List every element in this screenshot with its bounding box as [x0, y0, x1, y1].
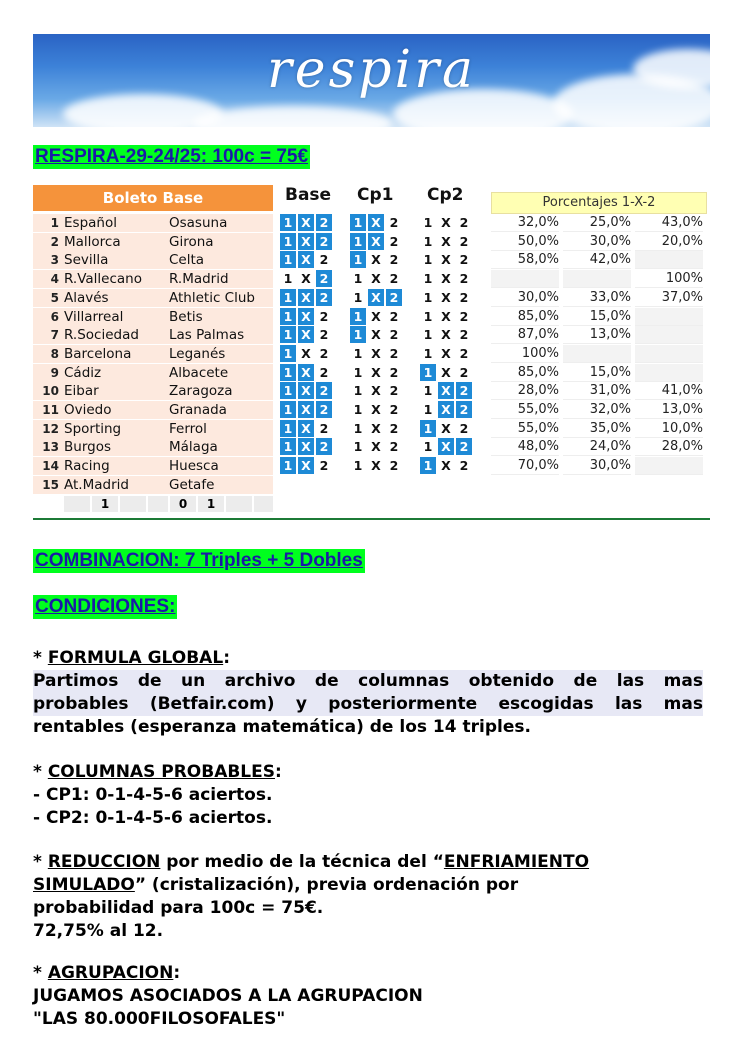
- cp2-sign-2: 2: [459, 458, 469, 474]
- cp2-sign-1: 1: [423, 327, 433, 343]
- away-team: Osasuna: [169, 215, 228, 231]
- base-sign-1: 1: [280, 438, 296, 455]
- cp2-sign-1: 1: [423, 233, 433, 249]
- cp2-sign-1: 1: [423, 271, 433, 287]
- cp2-sign-x: X: [441, 252, 451, 268]
- col-head-cp1: Cp1: [357, 185, 394, 205]
- percentage-2: [635, 251, 703, 269]
- reduccion-em: ENFRIAMIENTO: [443, 852, 590, 872]
- base-sign-x: X: [298, 233, 314, 250]
- percentage-x: 24,0%: [563, 438, 631, 456]
- match-number: 1: [50, 216, 59, 230]
- cp2-sign-2: 2: [459, 420, 469, 436]
- percentage-1: [491, 270, 559, 288]
- base-sign-x: X: [298, 214, 314, 231]
- cp2-sign-2: 2: [459, 289, 469, 305]
- away-team: Albacete: [169, 364, 229, 381]
- cp1-sign-1: 1: [353, 271, 363, 287]
- percentage-x: 30,0%: [563, 233, 631, 251]
- cp2-sign-x: X: [441, 420, 451, 436]
- columnas-title: COLUMNAS PROBABLES: [47, 762, 275, 782]
- percentage-x: 35,0%: [563, 420, 631, 438]
- cp2-sign-2: 2: [459, 308, 469, 324]
- base-sign-x: X: [298, 438, 314, 455]
- percentage-2: [635, 345, 703, 363]
- cp1-sign-1: 1: [350, 308, 366, 325]
- base-sign-x: X: [298, 289, 314, 306]
- cp1-sign-2: 2: [389, 345, 399, 361]
- table-row: [33, 345, 705, 363]
- agrupacion-block: * AGRUPACION: JUGAMOS ASOCIADOS A LA AGRUPACION "LAS 80.000FILOSOFALES": [33, 962, 703, 1031]
- cp2-sign-1: 1: [423, 439, 433, 455]
- percentage-2: 100%: [635, 270, 703, 288]
- reduccion-block: * REDUCCION por medio de la técnica del “ENFRIAMIENTO SIMULADO” (cristalización), previa ordenación por probabilidad para 100c = 75€. 72,75% al 12.: [33, 851, 703, 943]
- percentage-2: [635, 457, 703, 475]
- percentage-x: 30,0%: [563, 457, 631, 475]
- cp1-sign-x: X: [371, 458, 381, 474]
- percentage-1: 30,0%: [491, 289, 559, 307]
- home-team: Alavés: [64, 289, 109, 306]
- agrupacion-line-1: JUGAMOS ASOCIADOS A LA AGRUPACION: [33, 986, 423, 1006]
- cp1-sign-x: X: [368, 289, 384, 306]
- home-team: At.Madrid: [64, 476, 129, 493]
- base-sign-2: 2: [316, 289, 332, 306]
- home-team: Oviedo: [64, 402, 112, 418]
- cp1-sign-2: 2: [389, 420, 399, 436]
- match-number: 11: [42, 403, 59, 417]
- formula-line-3: rentables (esperanza matemática) de los 14 triples.: [33, 717, 531, 737]
- cp1-sign-1: 1: [353, 383, 363, 399]
- base-sign-1: 1: [280, 401, 296, 418]
- base-sign-2: 2: [319, 252, 329, 268]
- table-row: [33, 476, 705, 494]
- percentage-1: 85,0%: [491, 364, 559, 382]
- percentage-x: 15,0%: [563, 308, 631, 326]
- away-team: Athletic Club: [169, 289, 255, 306]
- reduccion-text-2: ” (cristalización), previa ordenación por: [134, 875, 519, 895]
- table-row: [33, 457, 705, 475]
- home-team: Cádiz: [64, 364, 102, 381]
- away-team: R.Madrid: [169, 271, 229, 288]
- cp1-sign-1: 1: [353, 289, 363, 305]
- away-team: Las Palmas: [169, 327, 245, 344]
- percentage-2: 13,0%: [635, 401, 703, 419]
- away-team: Leganés: [169, 345, 226, 362]
- table-row: [33, 382, 705, 400]
- cp1-sign-2: 2: [389, 402, 399, 417]
- base-sign-x: X: [298, 382, 314, 399]
- home-team: Villarreal: [64, 308, 124, 325]
- match-number: 4: [50, 272, 59, 287]
- base-sign-1: 1: [280, 457, 296, 474]
- away-team: Huesca: [169, 458, 219, 475]
- pleno-away-a: 0: [170, 496, 196, 512]
- cp1-sign-1: 1: [350, 214, 366, 231]
- base-sign-2: 2: [316, 270, 332, 287]
- base-sign-1: 1: [280, 214, 296, 231]
- percentage-1: 50,0%: [491, 233, 559, 251]
- match-number: 10: [42, 384, 59, 399]
- cp1-sign-x: X: [371, 383, 381, 399]
- cp1-sign-x: X: [371, 439, 381, 455]
- home-team: Sevilla: [64, 252, 109, 269]
- match-number: 15: [42, 477, 59, 492]
- percentage-1: 100%: [491, 345, 559, 363]
- cp2-sign-1: 1: [420, 364, 436, 381]
- reduccion-text-1: por medio de la técnica del “: [160, 852, 444, 872]
- cp2-sign-2: 2: [459, 252, 469, 268]
- home-team: Burgos: [64, 439, 111, 456]
- percentage-x: [563, 270, 631, 288]
- home-team: Eibar: [64, 383, 99, 400]
- cp1-sign-2: 2: [389, 233, 399, 249]
- base-sign-x: X: [298, 364, 314, 381]
- cp2-sign-1: 1: [420, 457, 436, 474]
- match-number: 3: [50, 253, 59, 268]
- match-number: 12: [42, 421, 59, 436]
- cp1-sign-1: 1: [353, 402, 363, 417]
- table-row: [33, 326, 705, 344]
- cp2-sign-1: 1: [423, 402, 433, 417]
- cp2-sign-2: 2: [459, 327, 469, 343]
- cp1-sign-2: 2: [389, 327, 399, 343]
- separator-line: [33, 518, 710, 520]
- cp1-sign-2: 2: [389, 308, 399, 324]
- cp2-sign-1: 1: [423, 345, 433, 361]
- reduccion-line-3: probabilidad para 100c = 75€.: [33, 898, 324, 918]
- cp1-sign-2: 2: [389, 252, 399, 268]
- away-team: Granada: [169, 402, 227, 418]
- columnas-line-1: - CP1: 0-1-4-5-6 aciertos.: [33, 785, 273, 805]
- table-row: [33, 270, 705, 288]
- table-row: [33, 308, 705, 326]
- formula-block: * FORMULA GLOBAL: Partimos de un archivo de columnas obtenido de las mas probables (Betfair.com) y posteriormente escogidas las mas rentables (esperanza matemática) de los 14 triples.: [33, 648, 703, 737]
- base-sign-x: X: [301, 271, 311, 287]
- cp2-sign-x: X: [441, 327, 451, 343]
- match-number: 13: [42, 440, 59, 455]
- base-sign-2: 2: [319, 308, 329, 324]
- banner: [33, 34, 710, 127]
- cp1-sign-2: 2: [389, 383, 399, 399]
- cp2-sign-2: 2: [456, 438, 472, 455]
- match-number: 9: [50, 365, 59, 380]
- base-sign-2: 2: [319, 327, 329, 343]
- condiciones-heading: CONDICIONES:: [35, 596, 176, 617]
- cp2-sign-x: X: [441, 233, 451, 249]
- table-row: [33, 289, 705, 307]
- cp1-sign-1: 1: [350, 326, 366, 343]
- cp2-sign-x: X: [441, 215, 451, 230]
- percentage-2: 41,0%: [635, 382, 703, 400]
- percentages-header: Porcentajes 1-X-2: [491, 192, 707, 214]
- table-row: [33, 364, 705, 382]
- formula-title: FORMULA GLOBAL: [47, 648, 224, 668]
- cp2-sign-x: X: [441, 308, 451, 324]
- cp1-sign-x: X: [371, 420, 381, 436]
- table-row: [33, 438, 705, 456]
- cp2-sign-2: 2: [459, 233, 469, 249]
- cp2-sign-x: X: [441, 289, 451, 305]
- percentage-1: 58,0%: [491, 251, 559, 269]
- cp2-sign-x: X: [441, 345, 451, 361]
- home-team: Mallorca: [64, 233, 121, 250]
- percentage-x: 33,0%: [563, 289, 631, 307]
- table-row: [33, 214, 705, 232]
- base-sign-2: 2: [316, 438, 332, 455]
- base-sign-x: X: [298, 251, 314, 268]
- cp1-sign-2: 2: [389, 364, 399, 380]
- cp1-sign-x: X: [371, 345, 381, 361]
- percentage-x: 15,0%: [563, 364, 631, 382]
- cp1-sign-2: 2: [389, 215, 399, 230]
- percentage-2: [635, 308, 703, 326]
- cp1-sign-x: X: [371, 271, 381, 287]
- base-sign-1: 1: [280, 326, 296, 343]
- cp1-sign-1: 1: [350, 251, 366, 268]
- percentage-x: 13,0%: [563, 326, 631, 344]
- combinacion-heading: COMBINACION: 7 Triples + 5 Dobles: [35, 550, 363, 571]
- home-team: Barcelona: [64, 345, 132, 362]
- cp2-sign-1: 1: [420, 420, 436, 437]
- cp1-sign-1: 1: [353, 345, 363, 361]
- base-sign-2: 2: [319, 420, 329, 436]
- away-team: Girona: [169, 233, 214, 250]
- cp2-sign-2: 2: [459, 345, 469, 361]
- cp1-sign-x: X: [371, 252, 381, 268]
- match-number: 8: [50, 346, 59, 361]
- home-team: Sporting: [64, 420, 122, 437]
- cp2-sign-x: X: [441, 271, 451, 287]
- reduccion-title: REDUCCION: [47, 852, 161, 872]
- percentage-1: 70,0%: [491, 457, 559, 475]
- page-heading: RESPIRA-29-24/25: 100c = 75€: [35, 146, 309, 167]
- table-row: [33, 420, 705, 438]
- cp2-sign-1: 1: [423, 215, 433, 230]
- pleno-home: 1: [92, 496, 118, 512]
- base-sign-x: X: [301, 345, 311, 361]
- home-team: R.Vallecano: [64, 271, 142, 288]
- base-sign-2: 2: [316, 233, 332, 250]
- cp1-sign-x: X: [368, 233, 384, 250]
- cp1-sign-2: 2: [389, 271, 399, 287]
- base-sign-x: X: [298, 326, 314, 343]
- away-team: Getafe: [169, 476, 215, 493]
- cp1-sign-x: X: [371, 364, 381, 380]
- away-team: Betis: [169, 308, 203, 325]
- cp1-sign-2: 2: [386, 289, 402, 306]
- cp2-sign-x: X: [438, 401, 454, 418]
- table-row: [33, 233, 705, 251]
- base-sign-x: X: [298, 457, 314, 474]
- base-sign-1: 1: [280, 251, 296, 268]
- base-sign-2: 2: [319, 364, 329, 380]
- percentage-1: 55,0%: [491, 420, 559, 438]
- percentage-1: 48,0%: [491, 438, 559, 456]
- percentage-x: 31,0%: [563, 382, 631, 400]
- pleno-row: [33, 496, 273, 512]
- cp2-sign-2: 2: [459, 364, 469, 380]
- percentage-x: [563, 345, 631, 363]
- base-sign-1: 1: [280, 345, 296, 362]
- base-sign-2: 2: [319, 458, 329, 474]
- base-sign-1: 1: [283, 271, 293, 287]
- percentage-1: 32,0%: [491, 214, 559, 232]
- away-team: Celta: [169, 252, 205, 269]
- base-sign-1: 1: [280, 289, 296, 306]
- percentage-2: [635, 326, 703, 344]
- percentage-2: 28,0%: [635, 438, 703, 456]
- reduccion-line-4: 72,75% al 12.: [33, 921, 164, 941]
- cp2-sign-1: 1: [423, 308, 433, 324]
- percentage-1: 55,0%: [491, 401, 559, 419]
- base-sign-1: 1: [280, 364, 296, 381]
- percentage-2: 43,0%: [635, 214, 703, 232]
- percentage-2: 10,0%: [635, 420, 703, 438]
- cp1-sign-1: 1: [353, 364, 363, 380]
- cp2-sign-x: X: [441, 458, 451, 474]
- cp1-sign-1: 1: [353, 420, 363, 436]
- base-sign-2: 2: [319, 345, 329, 361]
- cp1-sign-x: X: [371, 327, 381, 343]
- cp1-sign-x: X: [371, 402, 381, 417]
- cp2-sign-1: 1: [423, 252, 433, 268]
- away-team: Ferrol: [169, 420, 207, 437]
- base-sign-x: X: [298, 401, 314, 418]
- away-team: Zaragoza: [169, 383, 233, 400]
- table-row: [33, 251, 705, 269]
- cp2-sign-x: X: [438, 382, 454, 399]
- columnas-block: * COLUMNAS PROBABLES: - CP1: 0-1-4-5-6 aciertos. - CP2: 0-1-4-5-6 aciertos.: [33, 761, 703, 830]
- columnas-line-2: - CP2: 0-1-4-5-6 aciertos.: [33, 808, 273, 828]
- table-row: [33, 401, 705, 419]
- cp2-sign-x: X: [438, 438, 454, 455]
- cp1-sign-x: X: [368, 214, 384, 231]
- cp1-sign-2: 2: [389, 439, 399, 455]
- home-team: Español: [64, 215, 117, 231]
- base-sign-1: 1: [280, 308, 296, 325]
- cp2-sign-2: 2: [459, 215, 469, 230]
- col-head-cp2: Cp2: [427, 185, 464, 205]
- match-number: 14: [42, 459, 59, 474]
- percentage-1: 28,0%: [491, 382, 559, 400]
- match-number: 6: [50, 309, 59, 324]
- base-sign-x: X: [298, 420, 314, 437]
- cp1-sign-1: 1: [353, 458, 363, 474]
- percentage-x: 42,0%: [563, 251, 631, 269]
- banner-title: respira: [266, 40, 477, 100]
- cp1-sign-2: 2: [389, 458, 399, 474]
- base-sign-2: 2: [316, 214, 332, 231]
- cp2-sign-1: 1: [423, 289, 433, 305]
- percentage-2: 20,0%: [635, 233, 703, 251]
- percentage-2: 37,0%: [635, 289, 703, 307]
- away-team: Málaga: [169, 439, 218, 456]
- percentage-1: 87,0%: [491, 326, 559, 344]
- cp1-sign-1: 1: [350, 233, 366, 250]
- base-sign-2: 2: [316, 401, 332, 418]
- cp2-sign-2: 2: [456, 382, 472, 399]
- match-number: 2: [50, 234, 59, 249]
- base-sign-2: 2: [316, 382, 332, 399]
- percentage-2: [635, 364, 703, 382]
- formula-line-2: probables (Betfair.com) y posteriormente escogidas las mas: [33, 694, 703, 714]
- cp2-sign-2: 2: [456, 401, 472, 418]
- percentage-x: 25,0%: [563, 214, 631, 232]
- cp1-sign-x: X: [371, 308, 381, 324]
- pleno-away-b: 1: [198, 496, 224, 512]
- home-team: Racing: [64, 458, 110, 475]
- cp1-sign-1: 1: [353, 439, 363, 455]
- base-sign-1: 1: [280, 233, 296, 250]
- reduccion-em2: SIMULADO: [33, 875, 135, 895]
- percentage-1: 85,0%: [491, 308, 559, 326]
- base-sign-x: X: [298, 308, 314, 325]
- agrupacion-line-2: "LAS 80.000FILOSOFALES": [33, 1009, 286, 1029]
- cp2-sign-x: X: [441, 364, 451, 380]
- home-team: R.Sociedad: [64, 327, 139, 344]
- cp2-sign-1: 1: [423, 383, 433, 399]
- cp2-sign-2: 2: [459, 271, 469, 287]
- col-head-base: Base: [285, 185, 332, 205]
- base-sign-1: 1: [280, 382, 296, 399]
- agrupacion-title: AGRUPACION: [47, 963, 174, 983]
- base-sign-1: 1: [280, 420, 296, 437]
- match-number: 7: [50, 328, 59, 343]
- boleto-base-header: Boleto Base: [33, 185, 273, 211]
- percentage-x: 32,0%: [563, 401, 631, 419]
- match-number: 5: [50, 290, 59, 305]
- formula-line-1: Partimos de un archivo de columnas obtenido de las mas: [33, 671, 703, 691]
